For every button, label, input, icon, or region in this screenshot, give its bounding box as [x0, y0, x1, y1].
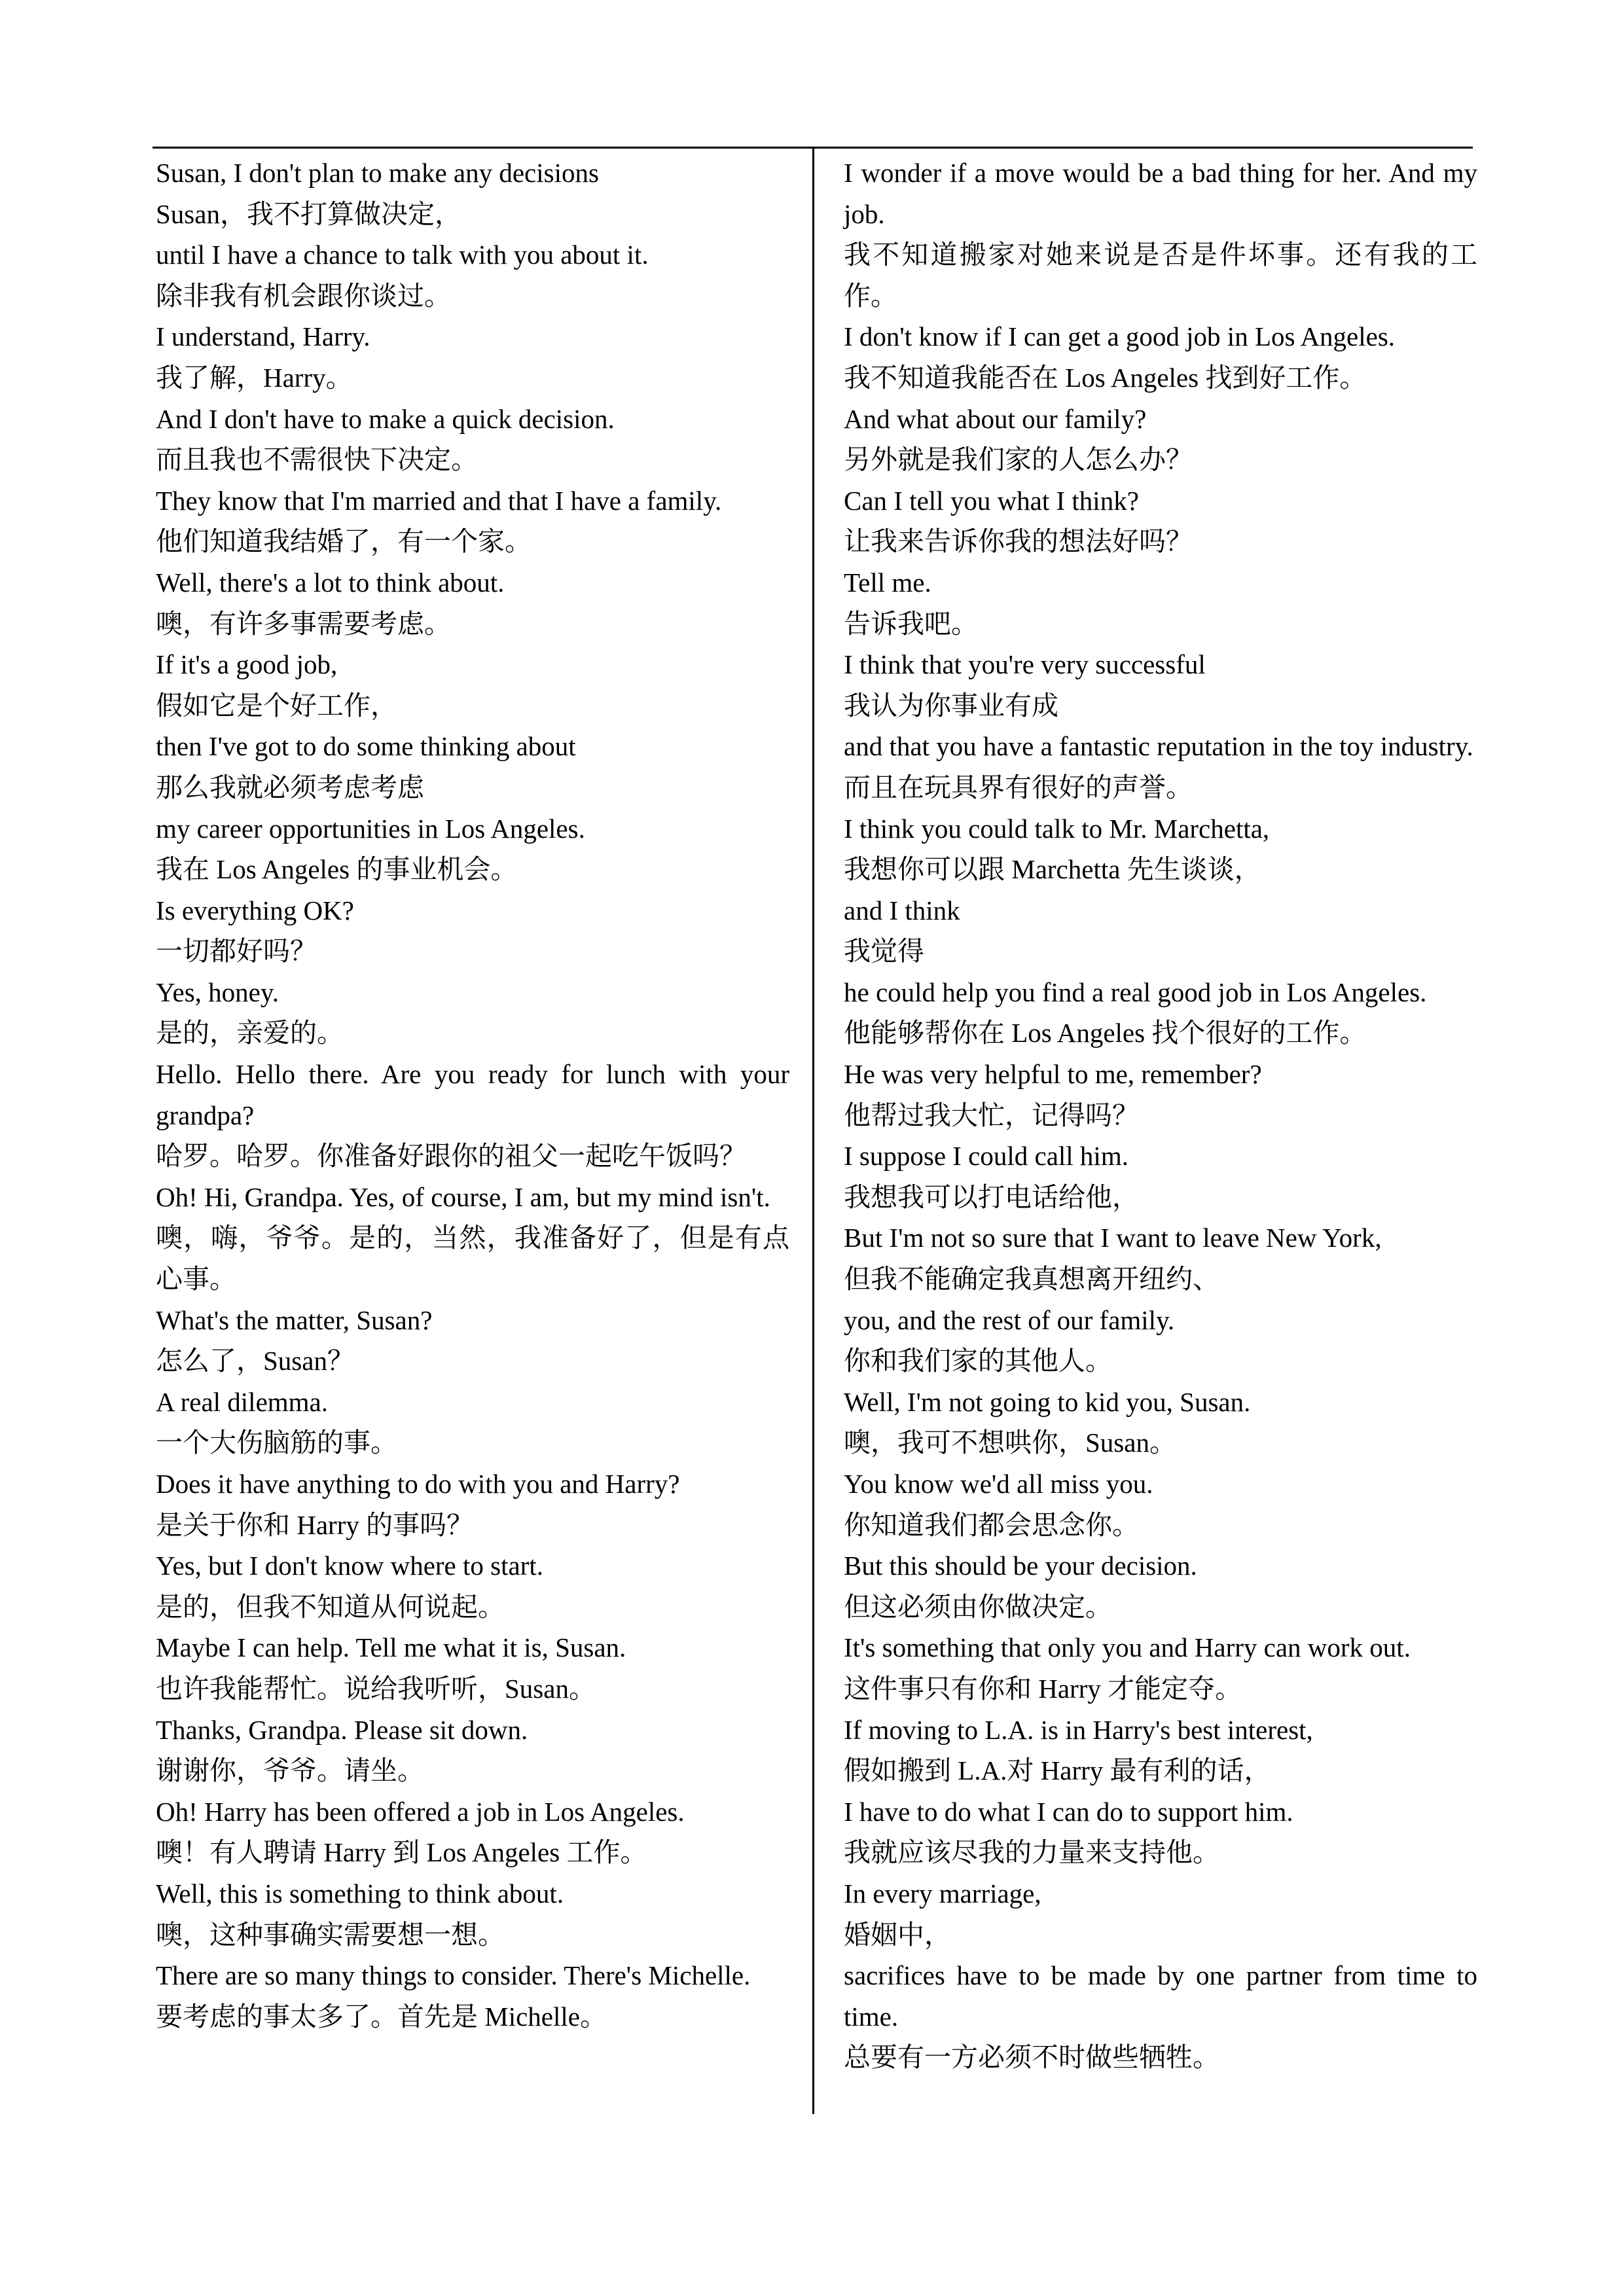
dialogue-line: 而且我也不需很快下决定。 [156, 444, 478, 475]
dialogue-line: 噢，嗨，爷爷。是的，当然，我准备好了，但是有点心事。 [156, 1223, 789, 1295]
dialogue-line: But this should be your decision. [844, 1551, 1197, 1581]
dialogue-line: 噢，我可不想哄你，Susan。 [844, 1427, 1176, 1458]
dialogue-line: and that you have a fantastic reputation in the toy industry. [844, 731, 1473, 762]
dialogue-line: 我不知道我能否在 Los Angeles 找到好工作。 [844, 362, 1367, 393]
dialogue-line: Does it have anything to do with you and Harry? [156, 1469, 680, 1499]
dialogue-line: 那么我就必须考虑考虑 [156, 772, 424, 802]
dialogue-line: But I'm not so sure that I want to leave New York, [844, 1223, 1382, 1253]
dialogue-line: They know that I'm married and that I have a family. [156, 485, 722, 516]
dialogue-line: If moving to L.A. is in Harry's best interest, [844, 1714, 1313, 1745]
dialogue-line: Well, there's a lot to think about. [156, 567, 505, 598]
dialogue-line: 怎么了，Susan？ [156, 1346, 354, 1376]
dialogue-line: Thanks, Grandpa. Please sit down. [156, 1714, 528, 1745]
dialogue-line: Tell me. [844, 567, 931, 598]
dialogue-line: 噢！有人聘请 Harry 到 Los Angeles 工作。 [156, 1837, 647, 1868]
dialogue-line: 假如搬到 L.A.对 Harry 最有利的话， [844, 1755, 1271, 1786]
dialogue-line: 我觉得 [844, 936, 924, 967]
dialogue-line: until I have a chance to talk with you about it. [156, 240, 649, 270]
dialogue-line: Maybe I can help. Tell me what it is, Susan. [156, 1632, 626, 1663]
dialogue-line: 是的，亲爱的。 [156, 1018, 344, 1049]
dialogue-line: Oh! Harry has been offered a job in Los Angeles. [156, 1796, 685, 1827]
dialogue-line: you, and the rest of our family. [844, 1304, 1175, 1335]
dialogue-line: 一个大伤脑筋的事。 [156, 1427, 397, 1458]
dialogue-line: 但这必须由你做决定。 [844, 1591, 1112, 1622]
dialogue-line: 假如它是个好工作， [156, 690, 397, 721]
dialogue-line: And what about our family? [844, 403, 1147, 434]
dialogue-line: I think you could talk to Mr. Marchetta, [844, 813, 1270, 844]
dialogue-line: 另外就是我们家的人怎么办？ [844, 444, 1193, 475]
dialogue-line: A real dilemma. [156, 1386, 328, 1417]
dialogue-line: 一切都好吗？ [156, 936, 317, 967]
right-column [844, 152, 1477, 2078]
dialogue-line: 你知道我们都会思念你。 [844, 1509, 1139, 1540]
dialogue-line: In every marriage, [844, 1878, 1041, 1909]
dialogue-line: Susan, I don't plan to make any decisions [156, 158, 599, 188]
dialogue-line: 我想我可以打电话给他， [844, 1181, 1139, 1212]
dialogue-line: my career opportunities in Los Angeles. [156, 813, 585, 844]
dialogue-line: 让我来告诉你我的想法好吗？ [844, 526, 1193, 557]
dialogue-line: I don't know if I can get a good job in Los Angeles. [844, 321, 1396, 352]
dialogue-line: he could help you find a real good job in Los Angeles. [844, 977, 1427, 1007]
dialogue-line: What's the matter, Susan? [156, 1304, 433, 1335]
dialogue-line: then I've got to do some thinking about [156, 731, 576, 762]
dialogue-line: 我就应该尽我的力量来支持他。 [844, 1837, 1219, 1868]
left-column [156, 152, 789, 2037]
dialogue-line: 也许我能帮忙。说给我听听，Susan。 [156, 1673, 596, 1704]
dialogue-line: 是的，但我不知道从何说起。 [156, 1591, 505, 1622]
dialogue-line: I think that you're very successful [844, 649, 1206, 680]
dialogue-line: 哈罗。哈罗。你准备好跟你的祖父一起吃午饭吗？ [156, 1141, 746, 1172]
dialogue-line: I suppose I could call him. [844, 1141, 1128, 1172]
dialogue-line: 他能够帮你在 Los Angeles 找个很好的工作。 [844, 1018, 1367, 1049]
dialogue-line: 而且在玩具界有很好的声誉。 [844, 772, 1193, 802]
column-divider [812, 147, 814, 2114]
dialogue-line: 噢，这种事确实需要想一想。 [156, 1919, 505, 1950]
dialogue-line: 你和我们家的其他人。 [844, 1346, 1112, 1376]
dialogue-line: I understand, Harry. [156, 321, 370, 352]
dialogue-line: Oh! Hi, Grandpa. Yes, of course, I am, but my mind isn't. [156, 1181, 770, 1212]
dialogue-line: Well, I'm not going to kid you, Susan. [844, 1386, 1251, 1417]
dialogue-line: You know we'd all miss you. [844, 1469, 1153, 1499]
dialogue-line: 但我不能确定我真想离开纽约、 [844, 1264, 1219, 1295]
dialogue-line: 总要有一方必须不时做些牺牲。 [844, 2042, 1219, 2073]
dialogue-line: Can I tell you what I think? [844, 485, 1139, 516]
dialogue-line: 婚姻中， [844, 1919, 951, 1950]
dialogue-line: 我在 Los Angeles 的事业机会。 [156, 854, 518, 885]
dialogue-line: 告诉我吧。 [844, 608, 978, 639]
dialogue-line: He was very helpful to me, remember? [844, 1059, 1262, 1090]
dialogue-line: 他们知道我结婚了，有一个家。 [156, 526, 532, 557]
dialogue-line: 除非我有机会跟你谈过。 [156, 280, 451, 311]
dialogue-line: Is everything OK? [156, 895, 354, 925]
dialogue-line: Well, this is something to think about. [156, 1878, 564, 1909]
dialogue-line: 要考虑的事太多了。首先是 Michelle。 [156, 2001, 607, 2032]
dialogue-line: 他帮过我大忙，记得吗？ [844, 1100, 1139, 1130]
dialogue-line: sacrifices have to be made by one partner from time to time. [844, 1960, 1477, 2032]
dialogue-line: Yes, but I don't know where to start. [156, 1551, 543, 1581]
dialogue-line: Yes, honey. [156, 977, 279, 1007]
dialogue-line: 我想你可以跟 Marchetta 先生谈谈， [844, 854, 1261, 885]
dialogue-line: I have to do what I can do to support him. [844, 1796, 1293, 1827]
dialogue-line: 谢谢你，爷爷。请坐。 [156, 1755, 424, 1786]
dialogue-line: 噢，有许多事需要考虑。 [156, 608, 451, 639]
dialogue-line: If it's a good job, [156, 649, 338, 680]
dialogue-line: 我不知道搬家对她来说是否是件坏事。还有我的工作。 [844, 240, 1477, 311]
dialogue-line: 是关于你和 Harry 的事吗？ [156, 1509, 474, 1540]
dialogue-line: There are so many things to consider. There's Michelle. [156, 1960, 751, 1991]
dialogue-line: It's something that only you and Harry can work out. [844, 1632, 1411, 1663]
dialogue-line: Susan，我不打算做决定， [156, 198, 461, 229]
dialogue-line: and I think [844, 895, 960, 925]
dialogue-line: Hello. Hello there. Are you ready for lunch with your grandpa? [156, 1059, 789, 1130]
dialogue-line: 这件事只有你和 Harry 才能定夺。 [844, 1673, 1242, 1704]
dialogue-line: And I don't have to make a quick decision. [156, 403, 615, 434]
dialogue-line: 我了解，Harry。 [156, 362, 353, 393]
dialogue-line: 我认为你事业有成 [844, 690, 1058, 721]
dialogue-line: I wonder if a move would be a bad thing for her. And my job. [844, 158, 1477, 229]
